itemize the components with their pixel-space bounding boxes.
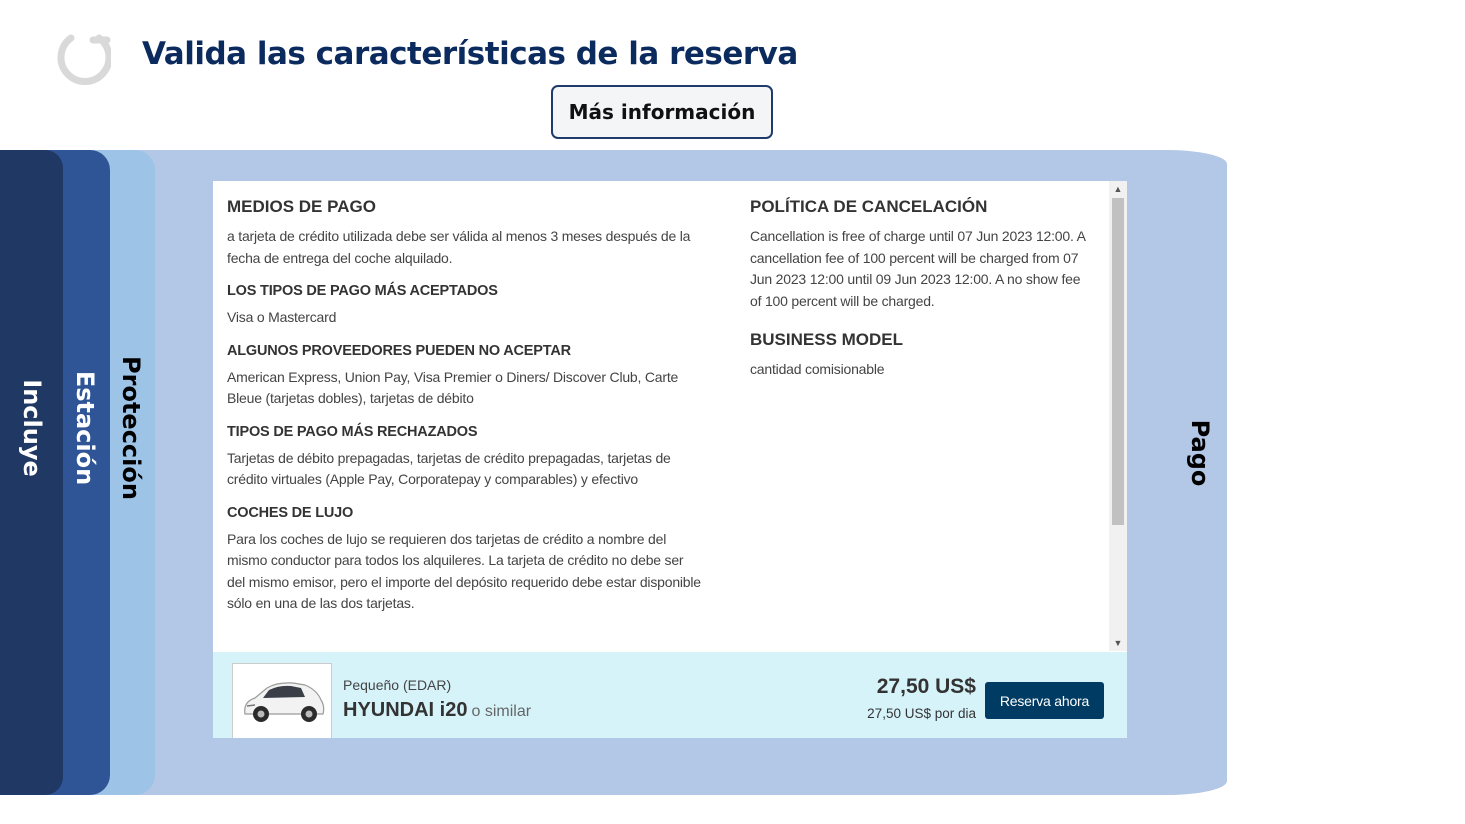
more-info-button[interactable]: Más información	[551, 85, 773, 139]
booking-footer	[213, 652, 1127, 738]
tab-estacion-label: Estación	[71, 370, 99, 486]
page-title: Valida las características de la reserva	[142, 36, 798, 72]
payment-intro-text: a tarjeta de crédito utilizada debe ser válida al menos 3 meses después de la fecha de entrega del coche alquilado.	[227, 228, 691, 266]
scroll-up-arrow-icon[interactable]: ▲	[1113, 184, 1123, 194]
panel-scroll-content[interactable]	[213, 181, 1109, 651]
maybe-not-accepted-heading: ALGUNOS PROVEEDORES PUEDEN NO ACEPTAR	[227, 342, 571, 359]
luxury-cars-heading: COCHES DE LUJO	[227, 504, 354, 521]
payment-methods-heading: MEDIOS DE PAGO	[227, 197, 376, 216]
rejected-payment-text: Tarjetas de débito prepagadas, tarjetas de crédito prepagadas, tarjetas de crédito virtuales (Apple Pay, Corporatepay y comparables) y efectivo	[227, 449, 671, 487]
luxury-cars-text: Para los coches de lujo se requieren dos tarjetas de crédito a nombre del mismo conductor para todos los alquileres. La tarjeta de crédito no debe ser del mismo emisor, pero el importe del depósito requerido debe estar disponible sólo en una de las dos tarjetas.	[227, 530, 701, 611]
tab-incluye-label: Incluye	[18, 379, 46, 477]
car-image	[232, 663, 332, 738]
book-now-button[interactable]: Reserva ahora	[985, 682, 1104, 719]
maybe-not-accepted-text: American Express, Union Pay, Visa Premier o Diners/ Discover Club, Carte Bleue (tarjetas dobles), tarjetas de débito	[227, 368, 679, 406]
logo-icon	[55, 32, 111, 88]
cancellation-heading: POLÍTICA DE CANCELACIÓN	[750, 197, 988, 216]
payment-info-panel	[213, 181, 1127, 738]
total-price: 27,50 US$	[876, 675, 976, 698]
tab-pago[interactable]	[0, 150, 1227, 795]
scroll-down-arrow-icon[interactable]: ▼	[1113, 638, 1123, 648]
payment-column	[227, 197, 701, 629]
cancellation-text: Cancellation is free of charge until 07 Jun 2023 12:00. A cancellation fee of 100 percent will be charged from 07 Jun 2023 12:00 until 09 Jun 2023 12:00. A no show fee of 100 percent will be charged.	[750, 228, 1085, 309]
tab-proteccion-label: Protección	[117, 356, 145, 500]
business-model-text: cantidad comisionable	[750, 361, 885, 377]
tab-pago-label: Pago	[1186, 419, 1214, 487]
panel-scrollbar[interactable]	[1109, 181, 1127, 651]
car-model: HYUNDAI i20	[343, 699, 468, 721]
business-model-heading: BUSINESS MODEL	[750, 330, 904, 349]
price-per-day: 27,50 US$ por dia	[867, 706, 976, 721]
tab-incluye[interactable]	[0, 150, 63, 795]
rejected-payment-heading: TIPOS DE PAGO MÁS RECHAZADOS	[227, 423, 478, 440]
scrollbar-thumb[interactable]	[1112, 198, 1124, 525]
accepted-payment-text: Visa o Mastercard	[227, 309, 337, 325]
car-similar-label: o similar	[471, 703, 532, 720]
car-category: Pequeño (EDAR)	[343, 677, 452, 693]
cancellation-column	[750, 197, 1095, 395]
car-name	[343, 699, 531, 722]
accepted-payment-heading: LOS TIPOS DE PAGO MÁS ACEPTADOS	[227, 283, 498, 299]
